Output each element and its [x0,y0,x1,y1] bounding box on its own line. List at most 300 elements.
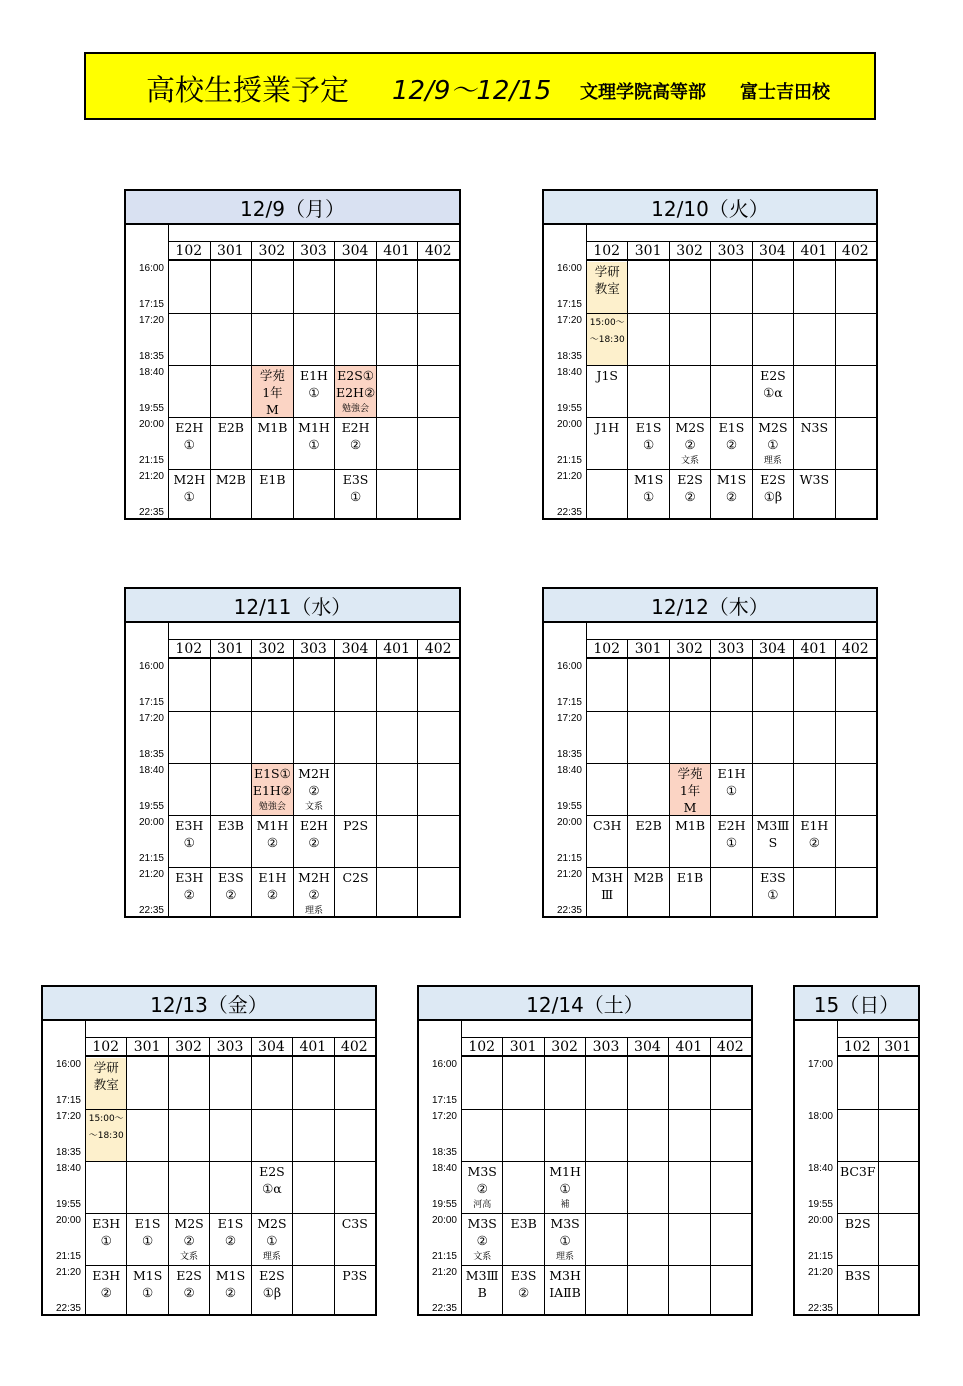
class-cell [753,660,793,711]
class-cell-line: E3S [342,472,369,487]
class-cell [503,1214,543,1265]
class-cell [418,764,459,815]
room-label: 303 [717,243,745,259]
class-cell-line: ② [476,1181,488,1196]
class-cell [169,1058,209,1109]
class-cell [377,868,418,919]
room-label: 304 [341,641,369,657]
class-cell [294,366,335,417]
room-label: 102 [843,1039,871,1055]
room-label: 301 [216,243,244,259]
class-cell [462,1266,502,1317]
period-end-time: 17:15 [55,1095,81,1106]
class-cell [418,868,459,919]
class-cell [669,1214,709,1265]
class-cell [293,1058,333,1109]
class-cell-line: E1H [299,368,328,383]
class-cell-line: 文系 [304,802,323,812]
period-start-time: 20:00 [807,1215,833,1226]
room-label: 402 [340,1039,368,1055]
class-cell [169,1110,209,1161]
class-cell [669,1266,709,1317]
class-cell-line: E3S [510,1268,537,1283]
class-cell-line: M2S [174,1216,204,1231]
period-end-time: 19:55 [807,1199,833,1210]
class-cell [294,418,335,469]
class-cell [628,262,668,313]
period-start-time: 21:20 [807,1267,833,1278]
class-cell [794,262,834,313]
class-cell [86,1162,126,1213]
class-cell [418,470,459,521]
class-cell-line: M1B [257,420,288,435]
class-cell [711,1110,751,1161]
class-cell [794,764,834,815]
class-cell [418,262,459,313]
class-cell [462,1110,502,1161]
class-cell-line: P3S [342,1268,368,1283]
day-table [542,587,878,918]
class-cell [753,366,793,417]
class-cell [836,764,876,815]
class-cell [628,1058,668,1109]
class-cell [879,1214,919,1265]
class-cell [418,314,459,365]
class-cell [545,1266,585,1317]
period-end-time: 21:15 [55,1251,81,1262]
class-cell [294,314,335,365]
class-cell [794,418,834,469]
class-cell [586,1058,626,1109]
class-cell [669,1110,709,1161]
class-cell-line: ② [183,1285,195,1300]
class-cell-line: ① [725,835,738,850]
period-end-time: 21:15 [138,455,164,466]
class-cell [252,470,293,521]
class-cell [211,262,252,313]
class-cell-line: C3S [341,1216,368,1231]
class-cell [670,470,710,521]
room-label: 302 [676,243,703,259]
class-cell [838,1058,878,1109]
class-cell [711,314,751,365]
class-cell [753,816,793,867]
class-cell-line: 理系 [763,456,782,466]
class-cell [587,764,627,815]
class-cell [169,1266,209,1317]
period-end-time: 18:35 [556,749,582,760]
class-cell [210,1214,250,1265]
class-cell-line: 15:00～ [589,318,625,328]
class-cell [794,314,834,365]
class-cell-line: 1年 [679,783,701,798]
class-cell [252,418,293,469]
class-cell-line: C3H [593,818,622,833]
class-cell-line: ①β [763,489,783,504]
class-cell [628,1266,668,1317]
class-cell [211,816,252,867]
class-cell [670,712,710,763]
class-cell-line: ① [559,1233,571,1248]
class-cell-line: M1S [132,1268,163,1283]
class-cell-line: E2S① [337,368,374,383]
class-cell-line: M1S [716,472,747,487]
class-cell-line: E2H [175,420,204,435]
class-cell-line: ② [224,1233,237,1248]
room-label: 303 [717,641,745,657]
period-start-time: 20:00 [431,1215,457,1226]
class-cell [586,1162,626,1213]
class-cell-line: E2H [341,420,370,435]
class-cell [669,1058,709,1109]
period-start-time: 17:20 [556,713,582,724]
period-end-time: 19:55 [556,801,582,812]
class-cell [545,1214,585,1265]
class-cell-line: S [768,835,778,850]
period-end-time: 22:35 [138,507,164,518]
class-cell [711,1162,751,1213]
class-cell-line: E1B [259,472,286,487]
class-cell [210,1110,250,1161]
class-cell [169,660,210,711]
class-cell [836,418,876,469]
room-row-line [168,259,459,261]
class-cell [503,1162,543,1213]
class-cell-line: E1B [676,870,704,885]
class-cell-line: M3Ⅲ [465,1268,499,1283]
day-header: 15（日） [793,985,920,1021]
class-cell [753,418,793,469]
class-cell [335,868,376,919]
period-end-time: 18:35 [431,1147,457,1158]
class-cell [794,366,834,417]
class-cell-line: E2S [760,472,786,487]
class-cell-line: ① [643,437,655,452]
class-cell [836,262,876,313]
room-label: 302 [676,641,703,657]
class-cell [503,1110,543,1161]
class-cell-line: M3S [550,1216,580,1231]
class-cell [211,418,252,469]
class-cell [628,470,668,521]
class-cell-line: ② [100,1285,112,1300]
class-cell-line: E2H [717,818,746,833]
class-cell [586,1266,626,1317]
class-cell [503,1058,543,1109]
class-cell [418,816,459,867]
class-cell-line: E3H [92,1216,121,1231]
class-cell [838,1266,878,1317]
class-cell-line: ① [183,835,195,850]
class-cell [753,712,793,763]
class-cell-line: M [266,402,279,417]
class-cell [628,366,668,417]
period-start-time: 17:00 [807,1059,833,1070]
class-cell-line: M2H [298,766,330,781]
class-cell [838,1110,878,1161]
class-cell-line: E3S [760,870,786,885]
period-start-time: 18:40 [138,367,164,378]
period-start-time: 16:00 [556,263,582,274]
day-body [41,1019,377,1316]
class-cell [169,712,210,763]
class-cell-line: M1S [633,472,664,487]
class-cell [545,1110,585,1161]
class-cell-line: E1S① [253,766,291,781]
class-cell-line: M3S [467,1164,497,1179]
day-header: 12/9（月） [124,189,461,225]
class-cell-line: M3H [591,870,624,885]
period-start-time: 21:20 [138,869,164,880]
class-cell-line: 文系 [681,456,700,466]
class-cell-line: E1H [258,870,287,885]
class-cell [711,470,751,521]
class-cell [335,816,376,867]
class-cell [628,418,668,469]
period-end-time: 17:15 [138,299,164,310]
class-cell-line: ② [684,437,696,452]
class-cell [252,868,293,919]
class-cell [628,1162,668,1213]
day-header: 12/14（土） [417,985,753,1021]
room-label: 102 [593,243,621,259]
class-cell-line: E2H② [335,385,376,400]
class-cell-line: ② [308,783,320,798]
class-cell [587,712,627,763]
class-cell [211,868,252,919]
class-cell [711,418,751,469]
room-label: 401 [383,641,410,657]
period-end-time: 22:35 [138,905,164,916]
class-cell-line: ① [559,1181,571,1196]
class-cell [210,1058,250,1109]
class-cell [462,1058,502,1109]
class-cell-line: ① [183,437,195,452]
class-cell-line: E3B [217,818,244,833]
class-cell [587,868,627,919]
class-cell-line: M1H [256,818,289,833]
room-label: 402 [841,243,869,259]
class-cell [545,1162,585,1213]
room-label: 304 [759,243,786,259]
period-end-time: 18:35 [55,1147,81,1158]
period-start-time: 20:00 [556,817,582,828]
class-cell-line: N3S [800,420,829,435]
class-cell [127,1162,167,1213]
period-end-time: 17:15 [138,697,164,708]
class-cell [711,764,751,815]
room-row-line [85,1055,375,1057]
page-title: 高校生授業予定 [146,73,350,107]
class-cell [294,470,335,521]
period-start-time: 18:40 [807,1163,833,1174]
class-cell [377,314,418,365]
class-cell-line: J1S [596,368,618,383]
class-cell-line: 学研 [93,1060,119,1075]
period-end-time: 18:35 [138,351,164,362]
class-cell-line: M1B [675,818,706,833]
class-cell-line: E1S [635,420,662,435]
class-cell-line: 理系 [262,1252,281,1262]
class-cell [879,1058,919,1109]
header-strip-line [168,639,459,640]
class-cell-line: ① [266,1233,278,1248]
room-label: 401 [675,1039,703,1055]
class-cell [418,366,459,417]
class-cell [753,470,793,521]
header-strip-line [586,241,876,242]
class-cell-line: ① [308,385,320,400]
title-banner [84,52,876,120]
class-cell-line: ② [349,437,362,452]
room-label: 402 [841,641,869,657]
class-cell-line: M1S [215,1268,246,1283]
period-end-time: 19:55 [138,801,164,812]
class-cell [294,660,335,711]
class-cell-line: E1H [800,818,829,833]
period-start-time: 18:40 [138,765,164,776]
class-cell [335,712,376,763]
class-cell [836,470,876,521]
room-label: 301 [634,243,662,259]
period-end-time: 19:55 [138,403,164,414]
period-start-time: 17:20 [556,315,582,326]
period-end-time: 21:15 [807,1251,833,1262]
class-cell [711,1266,751,1317]
day-table [124,587,461,918]
class-cell [670,314,710,365]
class-cell [211,712,252,763]
period-end-time: 17:15 [556,697,582,708]
class-cell-line: 補 [560,1200,570,1210]
class-cell [294,816,335,867]
class-cell-line: 理系 [304,906,323,916]
class-cell [711,366,751,417]
class-cell [836,712,876,763]
class-cell [335,1266,375,1317]
class-cell [836,660,876,711]
period-start-time: 16:00 [55,1059,81,1070]
class-cell [670,660,710,711]
class-cell [294,868,335,919]
header-strip-line [461,1037,751,1038]
class-cell-line: 学研 [594,264,620,279]
room-label: 303 [216,1039,244,1055]
class-cell-line: ① [767,887,779,902]
day-body [124,621,461,918]
class-cell [169,816,210,867]
class-cell-line: Ⅲ [601,887,614,902]
room-label: 302 [175,1039,202,1055]
period-end-time: 21:15 [556,455,582,466]
class-cell-line: 1年 [262,385,283,400]
class-cell [794,868,834,919]
class-cell [335,262,376,313]
class-cell [377,816,418,867]
period-end-time: 17:15 [556,299,582,310]
period-start-time: 20:00 [138,817,164,828]
room-label: 102 [175,641,203,657]
class-cell-line: ～18:30 [589,335,625,345]
day-header: 12/10（火） [542,189,878,225]
room-label: 303 [300,641,327,657]
class-cell [587,418,627,469]
class-cell [169,366,210,417]
class-cell-line: ② [183,887,195,902]
class-cell [670,816,710,867]
class-cell-line: M2B [215,472,246,487]
day-body [417,1019,753,1316]
period-start-time: 17:20 [138,315,164,326]
class-cell-line: ② [476,1233,488,1248]
class-cell-line: E3B [510,1216,537,1231]
class-cell [86,1058,126,1109]
class-cell [294,262,335,313]
class-cell [628,868,668,919]
class-cell-line: ① [100,1233,112,1248]
day-body [542,223,878,520]
class-cell [252,1058,292,1109]
day-table [41,985,377,1316]
class-cell [252,314,293,365]
class-cell [711,712,751,763]
class-cell [670,418,710,469]
class-cell [753,868,793,919]
header-strip-line [168,241,459,242]
room-label: 401 [383,243,410,259]
class-cell [711,868,751,919]
class-cell-line: E1S [134,1216,161,1231]
class-cell [670,764,710,815]
room-row-line [586,259,876,261]
room-label: 402 [716,1039,744,1055]
period-start-time: 17:20 [55,1111,81,1122]
period-start-time: 18:00 [807,1111,833,1122]
period-end-time: 19:55 [556,403,582,414]
class-cell-line: ① [725,783,738,798]
class-cell [753,764,793,815]
class-cell [293,1110,333,1161]
class-cell-line: M2S [758,420,788,435]
class-cell-line: ② [684,489,696,504]
period-start-time: 16:00 [431,1059,457,1070]
room-label: 402 [424,641,452,657]
class-cell [753,314,793,365]
day-table [124,189,461,520]
class-cell [879,1162,919,1213]
class-cell-line: M3Ⅲ [756,818,790,833]
date-range: 12/9～12/15 [392,76,552,106]
period-start-time: 18:40 [556,367,582,378]
class-cell-line: ② [308,887,320,902]
period-start-time: 18:40 [556,765,582,776]
room-label: 401 [800,243,828,259]
room-label: 304 [759,641,786,657]
class-cell-line: B2S [844,1216,871,1231]
room-label: 102 [468,1039,496,1055]
class-cell [252,764,293,815]
class-cell [753,262,793,313]
class-cell [294,764,335,815]
class-cell-line: M3H [549,1268,581,1283]
room-row-line [586,657,876,659]
class-cell-line: M3S [467,1216,497,1231]
class-cell [210,1266,250,1317]
class-cell [628,1214,668,1265]
class-cell [628,712,668,763]
class-cell-line: E1S [718,420,745,435]
class-cell-line: 河高 [473,1200,492,1210]
